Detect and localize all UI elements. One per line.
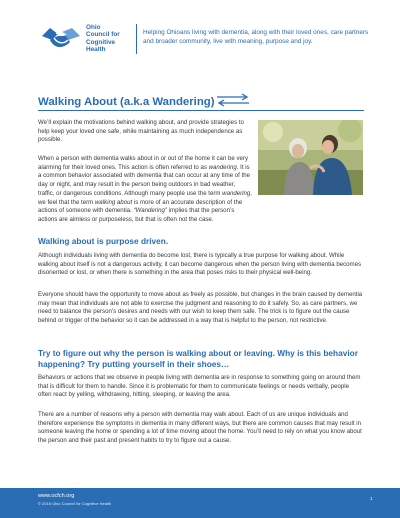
- page-footer: [0, 488, 400, 518]
- section-heading-purpose: Walking about is purpose driven.: [38, 236, 169, 246]
- page-header: [0, 0, 400, 72]
- wandering-paragraph: When a person with dementia walks about in or out of the home it can be very alarming for their loved ones. This action is often referred to as wandering. It is a common behavior associated with dementia that can occur at any time of the day or night, and may result in the person being outdoors in bad weather, traffic, or dangerous conditions. Although many people use the term wandering, we feel that the term walking about is more of an accurate description of the actions of someone with dementia. “Wandering” implies that the person’s actions are aimless or purposeless, but that is often not the case.: [38, 155, 252, 223]
- copyright-text: © 2016 Ohio Council for Cognitive Health: [38, 501, 112, 506]
- title-row: [38, 92, 368, 108]
- page-number: 1: [370, 496, 373, 501]
- purpose-paragraph-1: Although individuals living with dementia do become lost, there is typically a true purpose for walking about. While walking about itself is not a dangerous activity, it can become dangerous when the person living with dementia becomes disoriented or lost, or when there is something in the area that poses risks to their physical well-being.: [38, 252, 362, 277]
- intro-paragraph: We’ll explain the motivations behind walking about, and provide strategies to help keep your loved one safe, while maintaining as much independence as possible.: [38, 119, 244, 144]
- title-underline: [38, 110, 364, 111]
- section-heading-why: Try to figure out why the person is walking about or leaving. Why is this behavior happening? Try putting yourself in their shoes…: [38, 348, 358, 369]
- mission-statement: Helping Ohioans living with dementia, along with their loved ones, care partners and broader community, live with meaning, purpose and joy.: [143, 29, 369, 45]
- two-way-arrows-icon: [215, 93, 251, 107]
- why-paragraph-2: There are a number of reasons why a person with dementia may walk about. Each of us are unique individuals and therefore experience the symptoms in dementia in many different ways, but there are common causes that may result in someone leaving the home or spending a lot of time moving about the home. You’ll need to rely on what you know about the person and their past and present habits to try to figure out a cause.: [38, 411, 362, 445]
- header-divider: [136, 24, 137, 54]
- page-title: Walking About (a.k.a Wandering): [38, 96, 215, 108]
- organization-name: Ohio Council for Cognitive Health: [86, 24, 120, 54]
- website-link[interactable]: www.ocfch.org: [38, 493, 75, 499]
- clasped-hands-logo-icon: [40, 22, 82, 54]
- why-paragraph-1: Behaviors or actions that we observe in people living with dementia are in response to something going on around them that is difficult for them to handle. Since it is problematic for them to communicate feelings or needs verbally, people often react by yelling, withdrawing, hitting, sleeping, or leaving the area.: [38, 374, 361, 399]
- purpose-paragraph-2: Everyone should have the opportunity to move about as freely as possible, but changes in the brain caused by dementia may mean that individuals are not able to exercise the judgment and reasoning to do it safely. So, as care partners, we need to balance the person’s desires and needs with our wish to keep them safe. The trick is to figure out the cause behind or trigger of the behavior so it can be addressed in a way that is helpful to the person, not restrictive.: [38, 291, 363, 325]
- caregiver-photo: [258, 120, 363, 195]
